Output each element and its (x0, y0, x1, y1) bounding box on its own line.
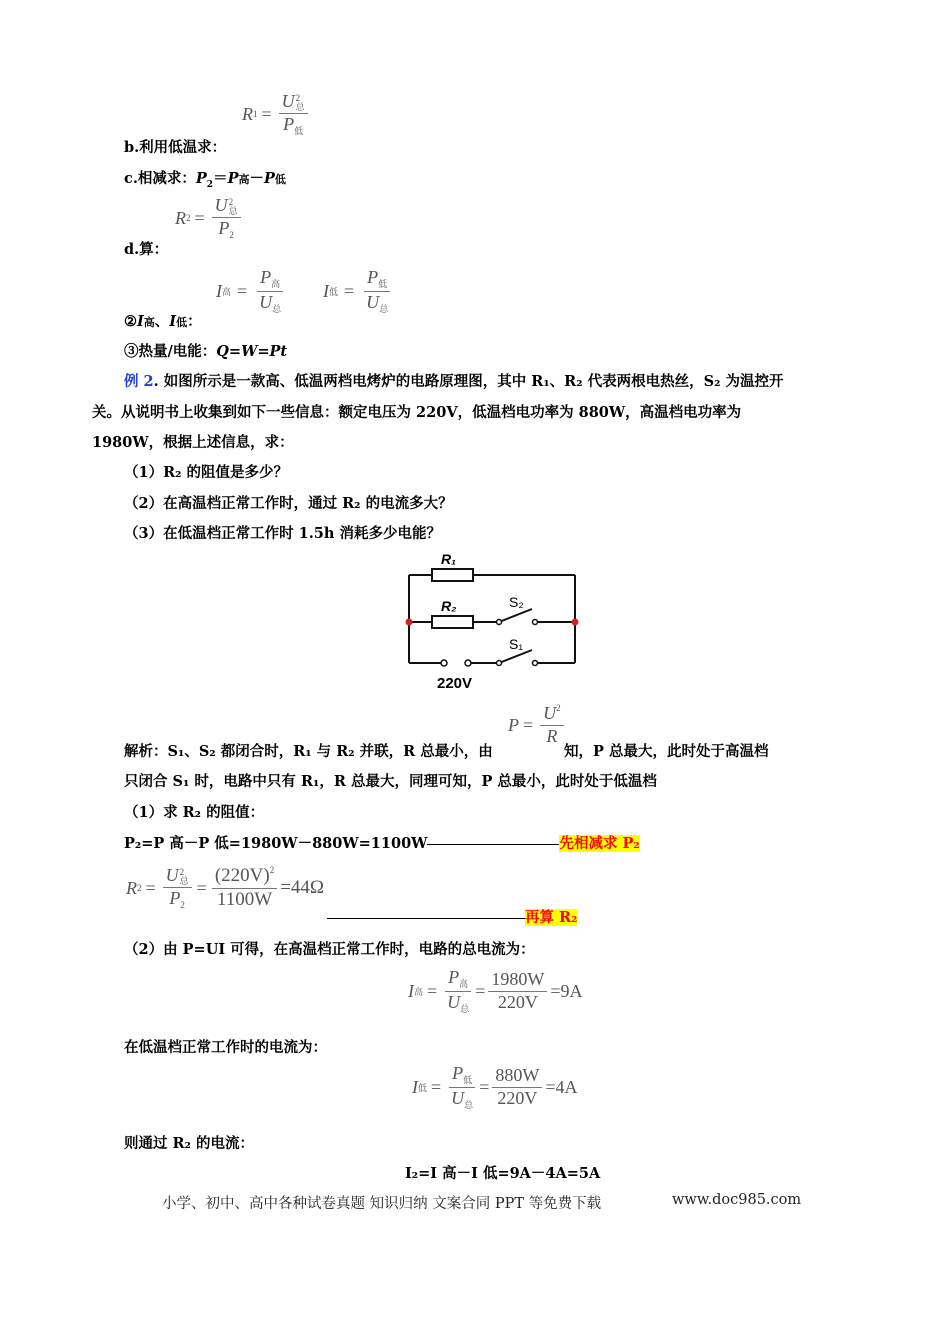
highlight-calc-r2: 再算 R₂ (525, 909, 578, 926)
example-label: 例 2 (124, 373, 154, 390)
section-2-title: （2）由 P=UI 可得，在高温档正常工作时，电路的总电流为： (124, 941, 535, 958)
item-2: ②I高、I低： (124, 313, 202, 330)
example-line-3: 1980W，根据上述信息，求： (92, 434, 294, 451)
question-3: （3）在低温档正常工作时 1.5h 消耗多少电能？ (124, 525, 441, 542)
label-s2: S₂ (509, 594, 524, 610)
formula-i-high-calc: I 高 = $\frac{P_高}{U_总}$ = $\frac{1980W}{220V}$ =9A (408, 967, 583, 1014)
example-line-1: 例 2. 如图所示是一款高、低温两档电烤炉的电路原理图，其中 R₁、R₂ 代表两根电热丝，S₂ 为温控开 (124, 373, 784, 390)
formula-i-low-calc: I 低 = $\frac{P_低}{U_总}$ = $\frac{880W}{220V}$ =4A (412, 1063, 578, 1110)
formula-i-low: I 低 = $\frac{P_低}{U_总}$ (323, 267, 389, 314)
footer-link[interactable]: www.doc985.com (672, 1192, 802, 1208)
r2-calc-note (327, 906, 577, 927)
step-b: b.利用低温求： (124, 139, 227, 156)
final-calc: I₂=I 高－I 低=9A－4A=5A (405, 1165, 601, 1182)
step-c: c.相减求：$P_2=P$高－P低 (124, 170, 286, 190)
section-1-title: （1）求 R₂ 的阻值： (124, 804, 265, 821)
label-r2: R₂ (441, 598, 457, 614)
example-line-2: 关。从说明书上收集到如下一些信息：额定电压为 220V，低温档电功率为 880W，高温档电功率为 (92, 404, 742, 421)
label-voltage: 220V (437, 675, 473, 692)
label-s1: S₁ (509, 636, 524, 652)
formula-i-high: I 高 = $\frac{P_高}{U_总}$ (216, 267, 282, 314)
formula-r2-calc: R 2 = U 2 总 $P_2$ = $\frac{(220V)^2}{1100W}$ =44Ω (126, 865, 325, 910)
question-1: （1）R₂ 的阻值是多少？ (124, 464, 289, 481)
step-d: d.算： (124, 241, 169, 258)
formula-r2: R 2 = U 2 总 $P_2$ (175, 196, 244, 241)
highlight-subtract: 先相减求 P₂ (559, 835, 640, 852)
resistor-r2 (432, 616, 473, 628)
formula-r1: R 1 = U 2 总 $P_低$ (242, 92, 311, 137)
p2-calc: P₂=P 高－P 低=1980W－880W=1100W 先相减求 P₂ (124, 835, 640, 852)
node-right (572, 619, 579, 626)
item-3: ③热量/电能：Q=W=Pt (124, 343, 288, 360)
formula-p-total: P = $\frac{U^2}{R}$ (508, 704, 567, 747)
question-2: （2）在高温档正常工作时，通过 R₂ 的电流多大？ (124, 495, 453, 512)
resistor-r1 (432, 569, 473, 581)
analysis-line-1a: 解析：S₁、S₂ 都闭合时，R₁ 与 R₂ 并联，R 总最小，由 (124, 743, 493, 760)
analysis-line-1b: 知，P 总最大，此时处于高温档 (564, 743, 769, 760)
label-r1: R₁ (441, 551, 457, 567)
low-current-line: 在低温档正常工作时的电流为： (124, 1039, 327, 1056)
through-r2-line: 则通过 R₂ 的电流： (124, 1135, 254, 1152)
analysis-line-2: 只闭合 S₁ 时，电路中只有 R₁，R 总最大，同理可知，P 总最小，此时处于低温档 (124, 773, 657, 790)
node-left (406, 619, 413, 626)
circuit-diagram (395, 545, 595, 695)
footer-text: 小学、初中、高中各种试卷真题 知识归纳 文案合同 PPT 等免费下载 (162, 1196, 602, 1212)
